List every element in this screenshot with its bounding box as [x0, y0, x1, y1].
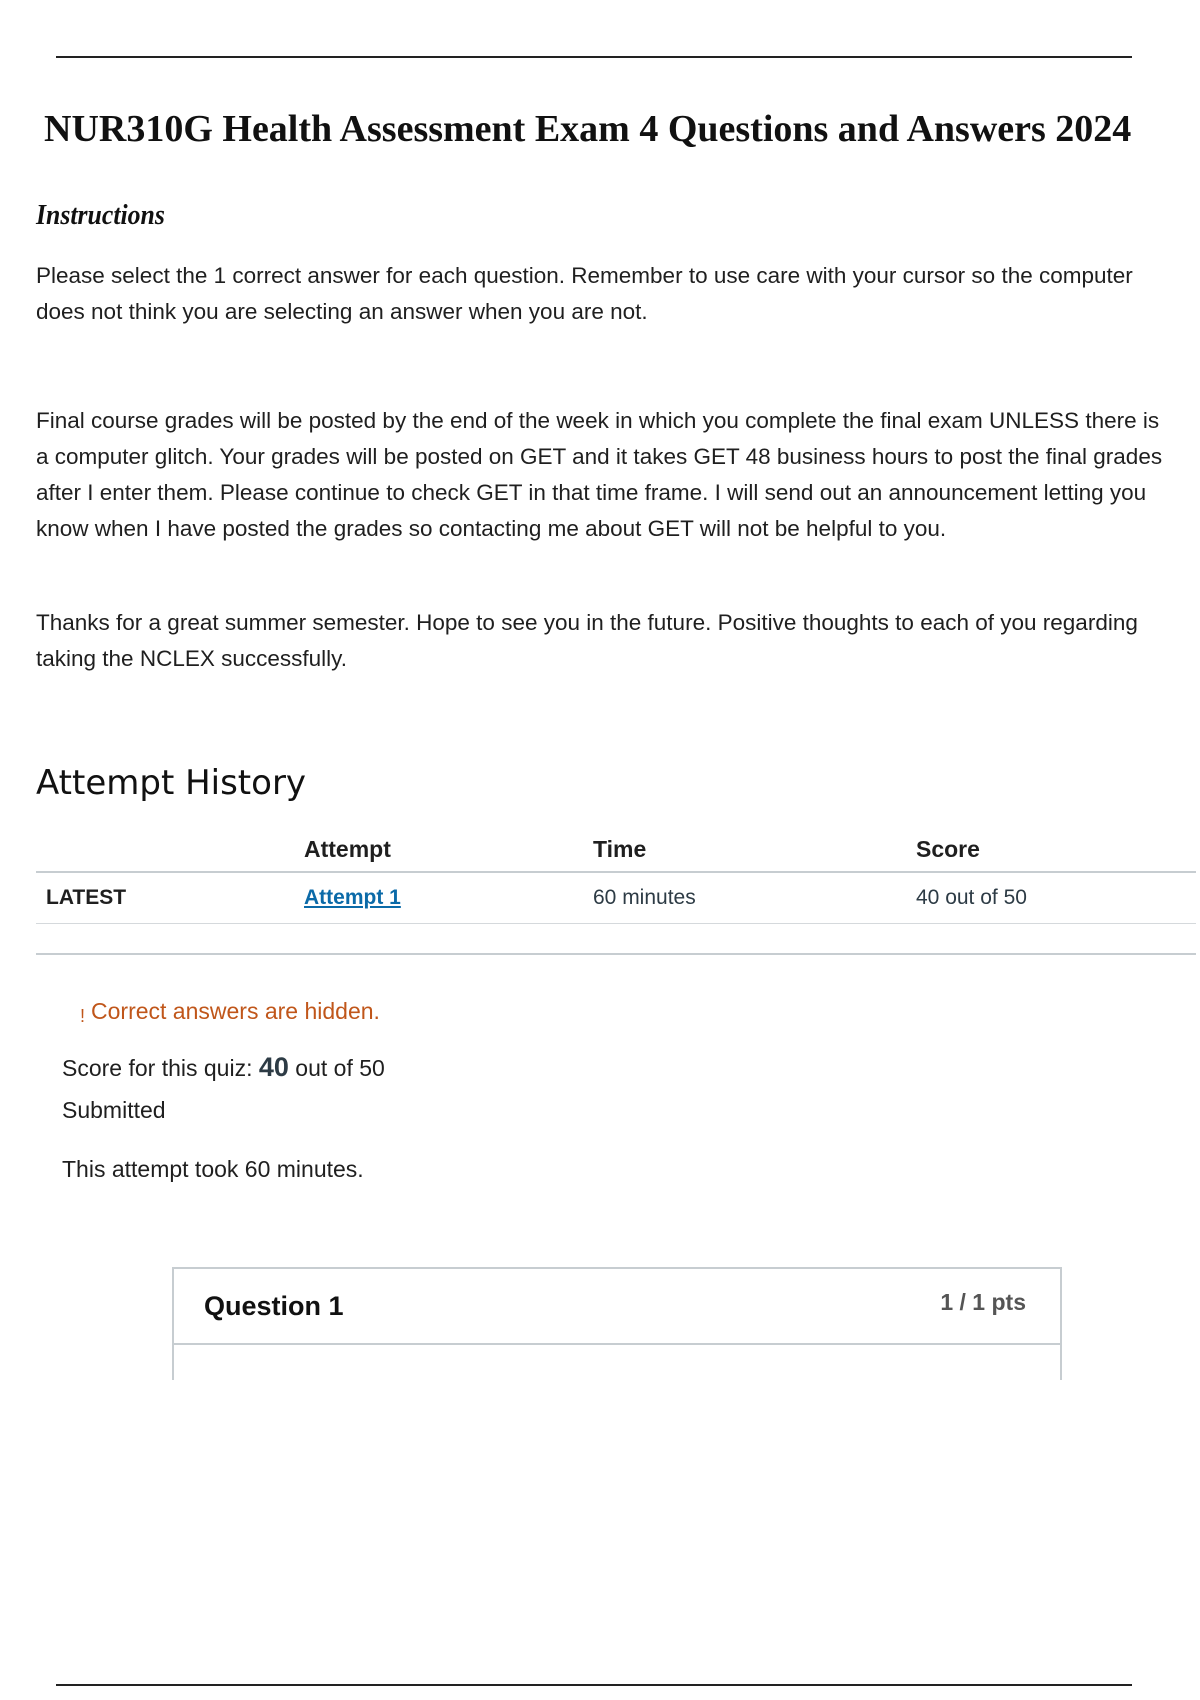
table-row — [36, 872, 1196, 924]
score-suffix: out of 50 — [295, 1055, 385, 1081]
notice-text: Correct answers are hidden. — [91, 998, 380, 1024]
bottom-rule — [56, 1684, 1132, 1686]
table-header-row — [36, 827, 1196, 872]
question-points: 1 / 1 pts — [940, 1289, 1026, 1315]
attempt-history-table — [36, 827, 1196, 924]
latest-label: LATEST — [36, 872, 294, 924]
question-card — [172, 1267, 1062, 1380]
submission-status: Submitted — [62, 1097, 166, 1123]
attempt-1-link[interactable]: Attempt 1 — [304, 886, 401, 909]
warning-icon: ! — [80, 1006, 86, 1026]
thanks-paragraph: Thanks for a great summer semester. Hope to see you in the future. Positive thoughts to each of you regarding taking the NCLEX successfully. — [36, 610, 1138, 671]
attempt-history-heading: Attempt History — [36, 763, 307, 803]
instructions-heading: Instructions — [36, 200, 165, 231]
question-header — [174, 1269, 1060, 1345]
score-cell: 40 out of 50 — [906, 872, 1196, 924]
question-title: Question 1 — [204, 1291, 344, 1321]
hidden-answers-notice — [80, 998, 380, 1025]
instructions-paragraph: Please select the 1 correct answer for each question. Remember to use care with your cursor so the computer does not think you are selecting an answer when you are not. — [36, 263, 1133, 324]
top-rule — [56, 56, 1132, 58]
attempt-cell — [294, 872, 583, 924]
score-value: 40 — [258, 1052, 289, 1082]
score-prefix: Score for this quiz: — [62, 1055, 253, 1081]
column-header-score: Score — [906, 827, 1196, 872]
section-divider — [36, 953, 1196, 955]
column-header-label — [36, 827, 294, 872]
time-cell: 60 minutes — [583, 872, 906, 924]
quiz-score — [62, 1052, 385, 1083]
column-header-attempt: Attempt — [294, 827, 583, 872]
grades-paragraph: Final course grades will be posted by the end of the week in which you complete the final exam UNLESS there is a computer glitch. Your grades will be posted on GET and it takes GET 48 business hours to post the final grades after I enter them. Please continue to check GET in that time frame. I will send out an announcement letting you know when I have posted the grades so contacting me about GET will not be helpful to you. — [36, 408, 1163, 541]
column-header-time: Time — [583, 827, 906, 872]
document-title: NUR310G Health Assessment Exam 4 Questions and Answers 2024 — [44, 108, 1132, 150]
attempt-duration: This attempt took 60 minutes. — [62, 1156, 364, 1182]
